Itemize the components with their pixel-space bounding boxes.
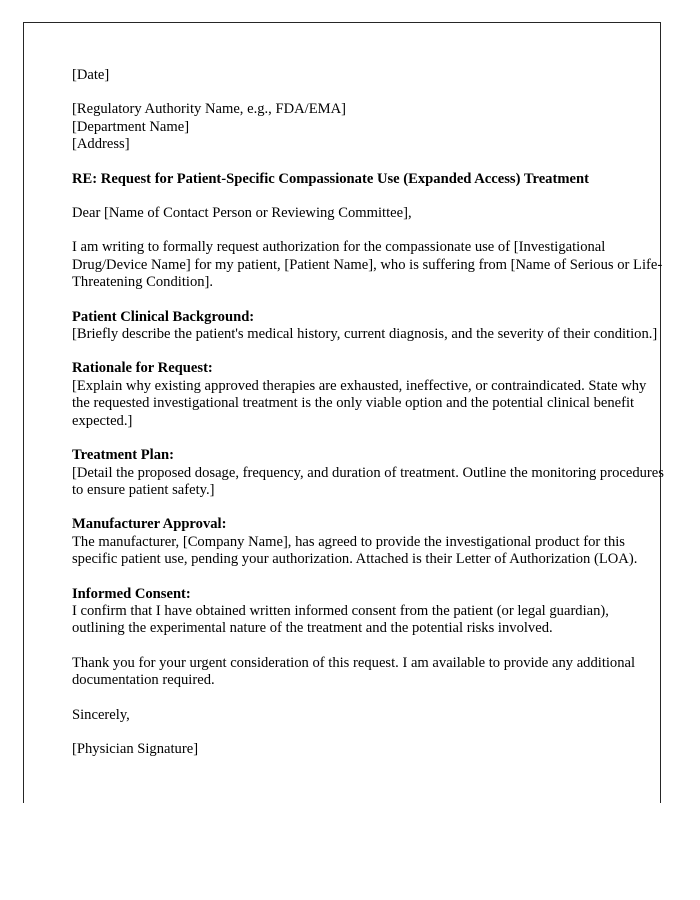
section-manufacturer-approval [72,516,664,568]
subject-line: RE: Request for Patient-Specific Compassionate Use (Expanded Access) Treatment [72,170,589,187]
signature-placeholder: [Physician Signature] [72,740,199,757]
valediction: Sincerely, [72,706,130,723]
section-heading: Rationale for Request: [72,360,213,377]
section-text: The manufacturer, [Company Name], has agreed to provide the investigational product for this specific patient use, pending your authorization. Attached is their Letter of Authorization (LOA). [72,533,638,568]
signature-block [72,741,664,758]
document-page-frame [23,22,668,803]
closing-paragraph-block [72,655,664,690]
section-heading: Manufacturer Approval: [72,516,227,533]
section-informed-consent [72,586,664,638]
recipient-authority-line: [Regulatory Authority Name, e.g., FDA/EMA] [72,101,346,118]
opening-paragraph: I am writing to formally request authorization for the compassionate use of [Investigational Drug/Device Name] for my patient, [Patient Name], who is suffering from [Name of Serious or Life-Threatening Condition]. [72,239,663,291]
section-text: [Briefly describe the patient's medical history, current diagnosis, and the severity of their condition.] [72,326,658,343]
section-rationale-for-request [72,360,664,430]
date-block [72,67,664,84]
section-heading: Informed Consent: [72,585,191,602]
section-treatment-plan [72,447,668,499]
letter-body [72,67,668,758]
opening-paragraph-block [72,239,664,291]
salutation: Dear [Name of Contact Person or Reviewing Committee], [72,205,412,222]
recipient-address-block [72,101,664,153]
valediction-block [72,707,664,724]
date-placeholder: [Date] [72,67,110,83]
section-heading: Patient Clinical Background: [72,308,255,325]
section-text: [Detail the proposed dosage, frequency, and duration of treatment. Outline the monitoring procedures to ensure patient safety.] [72,464,668,498]
section-text: I confirm that I have obtained written informed consent from the patient (or legal guardian), outlining the experimental nature of the treatment and the potential risks involved. [72,602,613,637]
salutation-block [72,205,664,222]
recipient-address-line: [Address] [72,136,130,153]
section-heading: Treatment Plan: [72,447,174,464]
recipient-department-line: [Department Name] [72,118,190,135]
section-patient-clinical-background [72,309,664,344]
closing-paragraph: Thank you for your urgent consideration of this request. I am available to provide any additional documentation required. [72,654,639,689]
section-text: [Explain why existing approved therapies are exhausted, ineffective, or contraindicated. State why the requested investigational treatment is the only viable option and the potential clinical benefit expected.] [72,377,651,429]
